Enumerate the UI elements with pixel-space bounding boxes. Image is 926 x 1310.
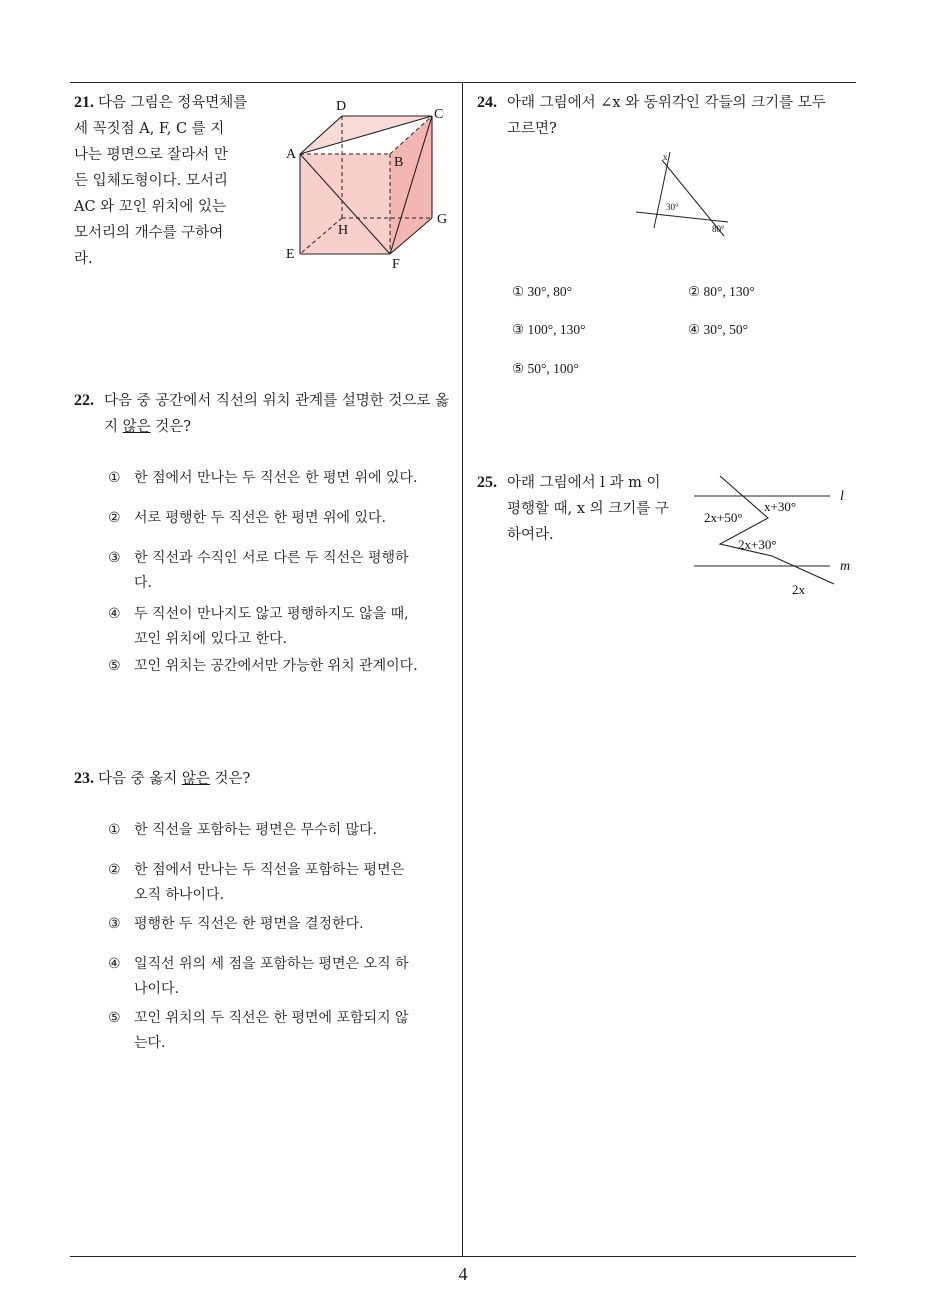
choice-3[interactable]: ③ 평행한 두 직선은 한 평면을 결정한다. — [108, 916, 364, 932]
label-G: G — [437, 212, 448, 227]
label-x: x — [663, 152, 668, 162]
question-text-end: 것은? — [209, 771, 251, 787]
choice-5[interactable]: ⑤ 꼬인 위치는 공간에서만 가능한 위치 관계이다. — [108, 658, 418, 674]
label-30: 30° — [666, 202, 679, 212]
column-divider — [462, 82, 463, 1257]
choice-4[interactable]: ④ 일직선 위의 세 점을 포함하는 평면은 오직 하 나이다. — [108, 956, 409, 997]
page-number: 4 — [458, 1264, 468, 1284]
question-number: 21. — [74, 94, 94, 111]
choice-5[interactable]: ⑤ 꼬인 위치의 두 직선은 한 평면에 포함되지 않 는다. — [108, 1010, 409, 1051]
question-text: 다음 중 옳지 — [98, 771, 182, 787]
question-text: 아래 그림에서 ∠x 와 동위각인 각들의 크기를 모두 고르면? — [507, 95, 826, 137]
choice-2[interactable]: ② 서로 평행한 두 직선은 한 평면 위에 있다. — [108, 510, 386, 526]
bottom-rule — [70, 1256, 856, 1257]
question-number: 22. — [74, 392, 94, 409]
choice-1[interactable]: ① 한 점에서 만나는 두 직선은 한 평면 위에 있다. — [108, 470, 418, 486]
label-2x-plus-50: 2x+50° — [704, 510, 743, 525]
label-H: H — [338, 223, 349, 238]
choice-3[interactable]: ③ 한 직선과 수직인 서로 다른 두 직선은 평행하 다. — [108, 550, 409, 591]
label-A: A — [286, 147, 297, 162]
question-text: 아래 그림에서 l 과 m 이 평행할 때, x 의 크기를 구 하여라. — [507, 475, 669, 543]
angle-figure — [632, 148, 752, 238]
answer-1[interactable]: ① 30°, 80° — [512, 284, 573, 299]
question-number: 24. — [477, 94, 497, 111]
question-text-end: 것은? — [150, 419, 192, 435]
label-B: B — [394, 155, 404, 170]
label-2x-plus-30: 2x+30° — [738, 537, 777, 552]
emphasis-underline: 않은 — [122, 419, 151, 435]
choice-2[interactable]: ② 한 점에서 만나는 두 직선을 포함하는 평면은 오직 하나이다. — [108, 862, 405, 903]
label-80: 80° — [712, 224, 725, 234]
answer-5[interactable]: ⑤ 50°, 100° — [512, 361, 579, 376]
top-rule — [70, 82, 856, 83]
answer-3[interactable]: ③ 100°, 130° — [512, 322, 586, 337]
cube-figure — [280, 96, 460, 276]
emphasis-underline: 않은 — [181, 771, 210, 787]
question-text: 다음 중 공간에서 직선의 위치 관계를 설명한 것으로 옳지 — [104, 393, 450, 435]
question-25 — [477, 470, 687, 548]
question-text: 다음 그림은 정육면체를 세 꼭짓점 A, F, C 를 지 나는 평면으로 잘라서 만 든 입체도형이다. 모서리 AC 와 꼬인 위치에 있는 모서리의 개수를 구하여 라. — [74, 95, 248, 267]
choice-1[interactable]: ① 한 직선을 포함하는 평면은 무수히 많다. — [108, 822, 378, 838]
question-22 — [74, 388, 459, 440]
label-C: C — [434, 107, 444, 122]
question-21 — [74, 90, 274, 272]
question-24 — [477, 90, 862, 142]
answer-2[interactable]: ② 80°, 130° — [688, 284, 755, 299]
zigzag-path — [720, 476, 834, 584]
label-2x: 2x — [792, 582, 805, 597]
label-l: l — [840, 489, 844, 504]
label-m: m — [840, 559, 851, 574]
question-number: 23. — [74, 770, 94, 787]
question-23 — [74, 766, 459, 792]
question-number: 25. — [477, 474, 497, 491]
label-x-plus-30: x+30° — [764, 499, 797, 514]
choice-4[interactable]: ④ 두 직선이 만나지도 않고 평행하지도 않을 때, 꼬인 위치에 있다고 한다. — [108, 606, 409, 647]
answer-4[interactable]: ④ 30°, 50° — [688, 322, 749, 337]
label-F: F — [392, 257, 400, 272]
label-D: D — [336, 99, 347, 114]
label-E: E — [286, 247, 295, 262]
parallel-lines-figure — [690, 474, 860, 604]
